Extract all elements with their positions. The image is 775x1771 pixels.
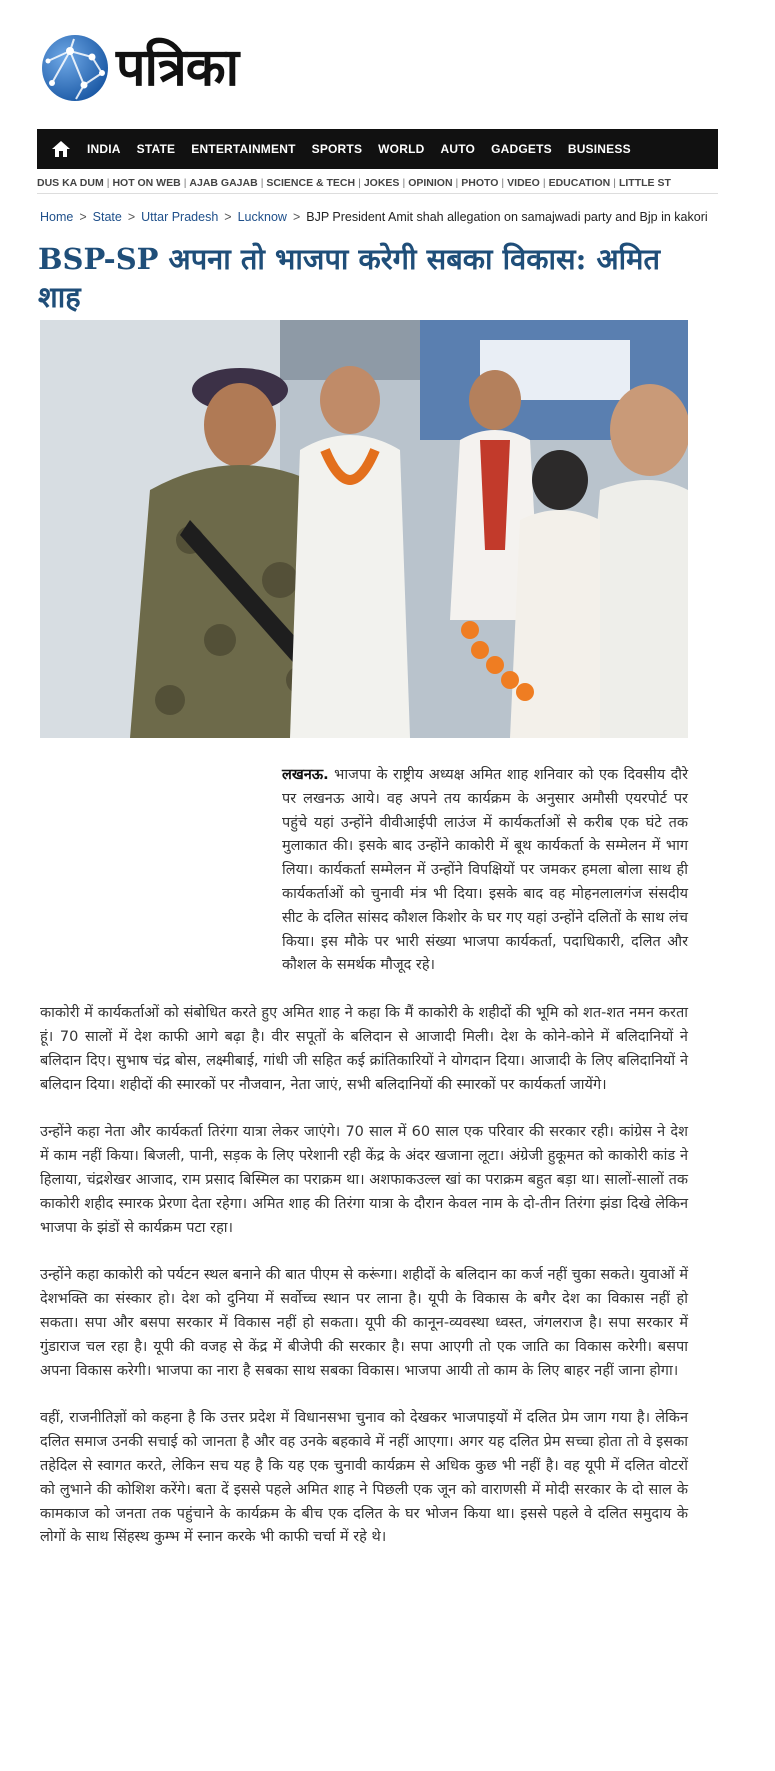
article-photo	[40, 320, 688, 738]
nav-item-sports[interactable]: SPORTS	[311, 142, 363, 156]
breadcrumb-uttar-pradesh[interactable]: Uttar Pradesh	[141, 210, 219, 224]
lead-spacer	[40, 764, 282, 1002]
nav-item-gadgets[interactable]: GADGETS	[491, 142, 552, 156]
subnav-separator: |	[402, 177, 406, 189]
subnav-separator: |	[106, 177, 110, 189]
breadcrumb-separator: >	[127, 210, 136, 224]
nav-item-world[interactable]: WORLD	[378, 142, 425, 156]
article-paragraph: उन्होंने कहा काकोरी को पर्यटन स्थल बनाने की बात पीएम से करूंगा। शहीदों के बलिदान का कर्ज नहीं चुका सकते। युवाओं में देशभक्ति का संस्कार हो। देश को दुनिया में सर्वोच्च स्थान पर लाना है। यूपी के विकास के बगैर देश का विकास नहीं हो सकता। सपा और बसपा सरकार में विकास नहीं हो सकता। यूपी की कानून-व्यवस्था ध्वस्त, जंगलराज है। सपा सरकार में गुंडाराज चल रहा है। यूपी की वजह से केंद्र में बीजेपी की सरकार है। सपा आएगी तो एक जाति का विकास करेगी। बसपा अपना विकास करेगी। भाजपा का नारा है सबका साथ सबका विकास। भाजपा आयी तो काम के लिए बाहर नहीं जाना होगा।	[40, 1267, 688, 1379]
nav-item-auto[interactable]: AUTO	[440, 142, 476, 156]
nav-item-india[interactable]: INDIA	[87, 142, 121, 156]
breadcrumb-lucknow[interactable]: Lucknow	[237, 210, 287, 224]
subnav-separator: |	[501, 177, 505, 189]
nav-item-entertainment[interactable]: ENTERTAINMENT	[191, 142, 296, 156]
article-paragraph: वहीं, राजनीतिज्ञों को कहना है कि उत्तर प्रदेश में विधानसभा चुनाव को देखकर भाजपाइयों में दलित प्रेम जाग गया है। लेकिन दलित समाज उनकी सचाई को जानता है और वह उनके बहकावे में नहीं आएगा। अगर यह दलित प्रेम सच्चा होता तो वे इसका तहेदिल से स्वागत करते, लेकिन सच यह है कि यह एक चुनावी कार्यक्रम से अधिक कुछ भी नहीं है। वह यूपी में दलित वोटरों को लुभाने की कोशिश करेंगे। बता दें इससे पहले अमित शाह ने पिछली एक जून को वाराणसी में मोदी सरकार के दो साल के कामकाज को जनता तक पहुंचाने के कार्यक्रम के बीच एक दलित के घर भोजन किया था। इससे पहले वे दलित समुदाय के लोगों के साथ सिंहस्थ कुम्भ में स्नान करके भी काफी चर्चा में रहे थे।	[40, 1410, 688, 1546]
breadcrumb-separator: >	[292, 210, 301, 224]
breadcrumb-separator: >	[79, 210, 87, 224]
subnav-separator: |	[358, 177, 361, 189]
subnav-item-ajab-gajab[interactable]: AJAB GAJAB	[189, 177, 258, 189]
article-body	[40, 764, 688, 1574]
main-nav	[37, 129, 718, 169]
subnav-item-education[interactable]: EDUCATION	[548, 177, 611, 189]
subnav-item-hot-on-web[interactable]: HOT ON WEB	[112, 177, 181, 189]
globe-icon	[40, 33, 110, 103]
article-lead-text: भाजपा के राष्ट्रीय अध्यक्ष अमित शाह शनिवार को एक दिवसीय दौरे पर लखनऊ आये। वह अपने तय कार्यक्रम के अनुसार अमौसी एयरपोर्ट पर पहुंचे यहां उन्होंने वीवीआईपी लाउंज में कार्यकर्ताओं से करीब एक घंटे तक मुलाकात की। इसके बाद उन्होंने काकोरी में बूथ कार्यकर्ता के सम्मेलन में भाग लिया। कार्यकर्ता सम्मेलन में उन्होंने विपक्षियों पर जमकर हमला बोला साथ ही कार्यकर्ताओं को चुनावी मंत्र भी दिया। इसके बाद वह मोहनलालगंज संसदीय सीट के दलित सांसद कौशल किशोर के घर गए यहां उन्होंने दलितों के साथ लंच किया। इस मौके पर भारी संख्या भाजपा कार्यकर्ता, पदाधिकारी, दलित और कौशल के समर्थक मौजूद रहे।	[282, 767, 688, 974]
breadcrumb	[40, 210, 708, 224]
article-dateline: लखनऊ.	[282, 767, 329, 783]
subnav-item-little-st[interactable]: LITTLE ST	[618, 177, 671, 189]
breadcrumb-separator: >	[224, 210, 232, 224]
article-headline: BSP-SP अपना तो भाजपा करेगी सबका विकास: अमित शाह	[38, 242, 660, 314]
logo-wordmark: पत्रिका	[116, 38, 239, 98]
subnav-item-science-tech[interactable]: SCIENCE & TECH	[266, 177, 356, 189]
article-lead-paragraph	[40, 764, 688, 978]
nav-item-business[interactable]: BUSINESS	[567, 142, 631, 156]
sub-nav	[37, 171, 718, 194]
subnav-separator: |	[542, 177, 546, 189]
subnav-item-photo[interactable]: PHOTO	[461, 177, 499, 189]
site-logo[interactable]	[40, 28, 238, 108]
subnav-separator: |	[613, 177, 616, 189]
article-paragraph: काकोरी में कार्यकर्ताओं को संबोधित करते हुए अमित शाह ने कहा कि मैं काकोरी के शहीदों की भूमि को शत-शत नमन करता हूं। 70 सालों में देश काफी आगे बढ़ा है। वीर सपूतों के बलिदान से आजादी मिली। देश के कोने-कोने में बलिदानियों ने बलिदान दिए। सुभाष चंद्र बोस, लक्ष्मीबाई, गांधी जी सहित कई क्रांतिकारियों ने योगदान दिया। आजादी के लिए बलिदानियों ने बलिदान दिया। शहीदों की स्मारकों पर नौजवान, नेता जाएं, सभी बलिदानियों की स्मारकों पर कार्यकर्ता जायेंगे।	[40, 1005, 688, 1093]
subnav-separator: |	[260, 177, 264, 189]
subnav-item-jokes[interactable]: JOKES	[363, 177, 400, 189]
breadcrumb-home[interactable]: Home	[40, 210, 74, 224]
home-icon[interactable]	[43, 129, 79, 169]
subnav-item-opinion[interactable]: OPINION	[408, 177, 453, 189]
nav-item-state[interactable]: STATE	[136, 142, 176, 156]
subnav-item-video[interactable]: VIDEO	[507, 177, 540, 189]
subnav-separator: |	[455, 177, 459, 189]
subnav-item-dus-ka-dum[interactable]: DUS KA DUM	[37, 177, 104, 189]
subnav-separator: |	[183, 177, 187, 189]
article-paragraph: उन्होंने कहा नेता और कार्यकर्ता तिरंगा यात्रा लेकर जाएंगे। 70 साल में 60 साल एक परिवार की सरकार रही। कांग्रेस ने देश में काम नहीं किया। बिजली, पानी, सड़क के लिए परेशानी रही केंद्र के अंदर खजाना लूटा। अंग्रेजी हुकूमत को काकोरी कांड ने हिलाया, चंद्रशेखर आजाद, राम प्रसाद बिस्मिल का पराक्रम था। अशफाकउल्ल खां का पराक्रम बहुत बड़ा था। सालों-सालों तक काकोरी शहीद स्मारक प्रेरणा देता रहेगा। अमित शाह की तिरंगा यात्रा के दौरान केवल नाम के दो-तीन तिरंगा झंडा दिखे लेकिन भाजपा के झंडों से कार्यक्रम पटा रहा।	[40, 1124, 688, 1236]
breadcrumb-current: BJP President Amit shah allegation on samajwadi party and Bjp in kakori	[306, 210, 708, 224]
breadcrumb-state[interactable]: State	[92, 210, 122, 224]
